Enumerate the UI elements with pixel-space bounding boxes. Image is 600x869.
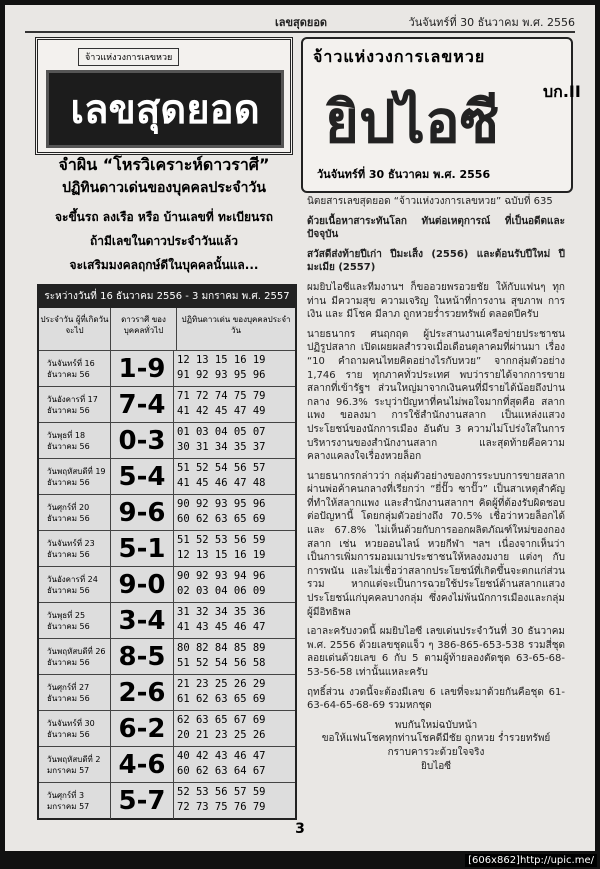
- row-day: วันศุกร์ที่ 27: [47, 683, 90, 692]
- article-closing: กราบคารวะด้วยใจจริง: [387, 746, 485, 758]
- row-numbers: [177, 749, 291, 779]
- row-pair: 9-0: [111, 567, 174, 603]
- numbers-line: 80 82 84 85 89: [177, 642, 266, 654]
- col-header-day: ประจำวัน ผู้ที่เกิดวันจะไป: [39, 308, 111, 350]
- article-para: นิตยสารเลขสุดยอด “จ้าวแห่งวงการเลขหวย” ฉบับที่ 635: [307, 196, 553, 207]
- numbers-line: 51 52 54 56 58: [177, 657, 266, 669]
- numbers-line: 31 32 34 35 36: [177, 606, 266, 618]
- page-header: [25, 13, 575, 33]
- numbers-line: 41 43 45 46 47: [177, 621, 266, 633]
- row-pair: 5-4: [111, 459, 174, 495]
- intro-line: จะเสริมมงคลฤกษ์ดีในบุคคลนั้นแล...: [69, 258, 259, 272]
- row-day: วันอังคารที่ 17: [47, 395, 98, 404]
- column-tagline: จ้าวแห่งวงการเลขหวย: [313, 47, 486, 66]
- table-row: [39, 602, 295, 639]
- row-day: วันอังคารที่ 24: [47, 575, 98, 584]
- row-day: วันจันทร์ที่ 30: [47, 719, 95, 728]
- row-day: วันพฤหัสบดีที่ 19: [47, 467, 106, 476]
- table-row: [39, 638, 295, 675]
- numbers-line: 41 42 45 47 49: [177, 405, 266, 417]
- row-numbers: [177, 641, 291, 671]
- col-header-numbers: ปฏิทินดาวเด่น ของบุคคลประจำวัน: [181, 315, 291, 335]
- column-edition: บก.II: [543, 82, 581, 101]
- table-title: ระหว่างวันที่ 16 ธันวาคม 2556 - 3 มกราคม พ.ศ. 2557: [39, 286, 295, 308]
- numbers-line: 41 45 46 47 48: [177, 477, 266, 489]
- numbers-line: 12 13 15 16 19: [177, 549, 266, 561]
- numbers-line: 51 52 53 56 59: [177, 534, 266, 546]
- article-para: ผมยิบไอซีและทีมงานฯ ก็ขออวยพรอวยชัย ให้กับแฟนๆ ทุกท่าน มีความสุข ความเจริญ ในหน้าที่การงาน สุขภาพ การเงิน และ มีโชค มีลาภ ถูกหวยร่ำรวยทรัพย์ ตลอดปีครับ: [307, 281, 565, 321]
- row-pair: 1-9: [111, 351, 174, 387]
- row-pair: 9-6: [111, 495, 174, 531]
- table-row: [39, 782, 295, 819]
- row-date: [39, 351, 111, 387]
- row-numbers: [177, 677, 291, 707]
- row-pair: 7-4: [111, 387, 174, 423]
- table-row: [39, 458, 295, 495]
- row-date: [39, 747, 111, 783]
- row-day: วันศุกร์ที่ 3: [47, 791, 85, 800]
- row-numbers: [177, 497, 291, 527]
- numbers-line: 20 21 23 25 26: [177, 729, 266, 741]
- intro-line: จะขึ้นรถ ลงเรือ หรือ บ้านเลขที่ ทะเบียนรถ: [55, 210, 273, 224]
- row-month: ธันวาคม 56: [47, 514, 90, 523]
- row-pair: 4-6: [111, 747, 174, 783]
- row-month: ธันวาคม 56: [47, 370, 90, 379]
- row-date: [39, 783, 111, 819]
- row-month: ธันวาคม 56: [47, 442, 90, 451]
- row-numbers: [177, 461, 291, 491]
- row-month: ธันวาคม 56: [47, 658, 90, 667]
- table-row: [39, 530, 295, 567]
- numbers-line: 02 03 04 06 09: [177, 585, 266, 597]
- row-month: ธันวาคม 56: [47, 622, 90, 631]
- row-pair: 2-6: [111, 675, 174, 711]
- row-date: [39, 675, 111, 711]
- table-row: [39, 566, 295, 603]
- row-numbers: [177, 353, 291, 383]
- row-day: วันพุธที่ 25: [47, 611, 86, 620]
- column-date: วันจันทร์ที่ 30 ธันวาคม พ.ศ. 2556: [317, 168, 491, 181]
- table-row: [39, 422, 295, 459]
- table-row: [39, 386, 295, 423]
- row-month: ธันวาคม 56: [47, 730, 90, 739]
- row-numbers: [177, 713, 291, 743]
- row-date: [39, 603, 111, 639]
- left-title-box: [35, 37, 293, 155]
- header-date: วันจันทร์ที่ 30 ธันวาคม พ.ศ. 2556: [408, 16, 575, 29]
- row-date: [39, 459, 111, 495]
- numbers-line: 90 92 93 95 96: [177, 498, 266, 510]
- row-pair: 8-5: [111, 639, 174, 675]
- right-title-box: [301, 37, 581, 193]
- row-date: [39, 711, 111, 747]
- article-para: ฤทธิ์ส่วน งวดนี้จะต้องมีเลข 6 เลขที่จะมาด้วยกันคือชุด 61-63-64-65-68-69 รวมหกชุด: [307, 686, 565, 712]
- numbers-line: 30 31 34 35 37: [177, 441, 266, 453]
- row-month: มกราคม 57: [47, 802, 90, 811]
- article-closing: ขอให้แฟนโชคทุกท่านโชคดีมีชัย ถูกหวย ร่ำรวยทรัพย์: [321, 733, 551, 745]
- row-numbers: [177, 605, 291, 635]
- numbers-line: 21 23 25 26 29: [177, 678, 266, 690]
- row-numbers: [177, 569, 291, 599]
- article-signature: ยิบไอซี: [420, 760, 452, 772]
- row-numbers: [177, 785, 291, 815]
- numbers-line: 60 62 63 65 69: [177, 513, 266, 525]
- table-row: [39, 746, 295, 783]
- row-day: วันจันทร์ที่ 16: [47, 359, 95, 368]
- row-date: [39, 495, 111, 531]
- row-numbers: [177, 533, 291, 563]
- title-tagline: จ้าวแห่งวงการเลขหวย: [78, 48, 179, 66]
- numbers-line: 60 62 63 64 67: [177, 765, 266, 777]
- intro-line: ถ้ามีเลขในดาวประจำวันแล้ว: [90, 234, 238, 248]
- magazine-page: [5, 5, 595, 851]
- col-header-pair: ดาวราศี ของบุคคลทั่วไป: [111, 308, 177, 350]
- row-date: [39, 387, 111, 423]
- numbers-line: 61 62 63 65 69: [177, 693, 266, 705]
- column-logo: ยิปไอซี: [325, 88, 500, 156]
- watermark-stamp: [606x862]http://upic.me/: [465, 854, 597, 867]
- row-date: [39, 531, 111, 567]
- numbers-line: 52 53 56 57 59: [177, 786, 266, 798]
- article-para: สวัสดีส่งท้ายปีเก่า ปีมะเส็ง (2556) และต้อนรับปีใหม่ ปีมะเมีย (2557): [307, 248, 565, 274]
- program-subheading: ปฏิทินดาวเด่นของบุคคลประจำวัน: [62, 180, 266, 196]
- numbers-line: 40 42 43 46 47: [177, 750, 266, 762]
- magazine-name: เลขสุดยอด: [275, 16, 328, 29]
- row-date: [39, 423, 111, 459]
- article-closing: พบกันใหม่ฉบับหน้า: [394, 719, 478, 731]
- horoscope-table: [37, 284, 297, 820]
- row-month: มกราคม 57: [47, 766, 90, 775]
- numbers-line: 51 52 54 56 57: [177, 462, 266, 474]
- row-pair: 3-4: [111, 603, 174, 639]
- table-row: [39, 350, 295, 387]
- numbers-line: 01 03 04 05 07: [177, 426, 266, 438]
- article-para: เอาละครับงวดนี้ ผมยิบไอซี เลขเด่นประจำวันที่ 30 ธันวาคม พ.ศ. 2556 ด้วยเลขชุดแจ็ว ๆ 386-865-653-538 รวมสี่ชุด ลอยเด่นด้วยเลข 6 กับ 5 ตามผู้ท้ายลองตัดชุด 63-65-68-53-56-58 เท่านั้นแหละครับ: [307, 626, 565, 678]
- row-day: วันจันทร์ที่ 23: [47, 539, 95, 548]
- article-para: ด้วยเนื้อหาสาระทันโลก ทันต่อเหตุการณ์ ที่เป็นอดีตและปัจจุบัน: [307, 215, 565, 241]
- row-day: วันพฤหัสบดีที่ 26: [47, 647, 106, 656]
- numbers-line: 90 92 93 94 96: [177, 570, 266, 582]
- row-date: [39, 639, 111, 675]
- program-heading: จำผิน “โหรวิเคราะห์ดาวราศี”: [58, 155, 270, 174]
- numbers-line: 12 13 15 16 19: [177, 354, 266, 366]
- row-day: วันศุกร์ที่ 20: [47, 503, 90, 512]
- numbers-line: 91 92 93 95 96: [177, 369, 266, 381]
- row-month: ธันวาคม 56: [47, 478, 90, 487]
- row-date: [39, 567, 111, 603]
- row-day: วันพุธที่ 18: [47, 431, 86, 440]
- title-logo: เลขสุดยอด: [46, 70, 284, 148]
- program-intro: [35, 205, 293, 277]
- row-numbers: [177, 425, 291, 455]
- row-month: ธันวาคม 56: [47, 406, 90, 415]
- table-row: [39, 710, 295, 747]
- row-month: ธันวาคม 56: [47, 586, 90, 595]
- row-day: วันพฤหัสบดีที่ 2: [47, 755, 101, 764]
- row-month: ธันวาคม 56: [47, 694, 90, 703]
- page-number: 3: [295, 821, 305, 837]
- row-numbers: [177, 389, 291, 419]
- table-row: [39, 494, 295, 531]
- table-row: [39, 674, 295, 711]
- numbers-line: 72 73 75 76 79: [177, 801, 266, 813]
- numbers-line: 62 63 65 67 69: [177, 714, 266, 726]
- row-month: ธันวาคม 56: [47, 550, 90, 559]
- column-article: [307, 195, 565, 773]
- article-para: นายธนากร ศนฤกฤต ผู้ประสานงานเครือข่ายประชาชนปฏิรูปสลาก เปิดเผยผลสำรวจเมื่อเดือนตุลาคมที่ผ่านมา เรื่อง “10 คำถามคนไทยคิดอย่างไรกับหวย” จากกลุ่มตัวอย่าง 1,746 ราย ทุกภาคทั่วประเทศ พบว่ารายได้จากการขายสลากที่เข้ารัฐฯ ส่วนใหญ่มาจากเงินคนที่มีรายได้น้อยถึงปานกลาง 96.3% ระบุว่าปัญหาที่คนไม่พอใจมากที่สุดคือ สลากแพง ขอลงมา การใช้สำนักงานสลาก เป็นแหล่งแสวงประโยชน์ของนักการเมือง อันดับ 3 ความไม่โปร่งใสในการบริหารงานของสำนักงานสลาก และสุดท้ายคือความคลางแคลงใจเรื่องหวยล็อก: [307, 328, 565, 463]
- numbers-line: 71 72 74 75 79: [177, 390, 266, 402]
- row-pair: 0-3: [111, 423, 174, 459]
- row-pair: 5-7: [111, 783, 174, 819]
- row-pair: 5-1: [111, 531, 174, 567]
- row-pair: 6-2: [111, 711, 174, 747]
- article-para: นายธนากรกล่าวว่า กลุ่มตัวอย่างของการระบบการขายสลากผ่านพ่อค้าคนกลางที่เรียกว่า “ยี่ปั๊ว ซาปั๊ว” เป็นสาเหตุสำคัญที่ทำให้สลากแพง และสำนักงานสลากฯ คิดผู้ที่ต้องรับผิดชอบต่อปัญหานี้ โดยกลุ่มตัวอย่างถึง 70.5% เชื่อว่าหวยล็อกได้ และ 67.8% ไม่เห็นด้วยกับการออกผลิตภัณฑ์ใหม่ของกองสลาก เช่น หวยออนไลน์ หวยกีฬา ฯลฯ เนื่องจากเห็นว่าเป็นการเพิ่มการมอมเมาประชาชนให้หลงงมงาย แต่งๆ กับการพนัน และไม่เชื่อว่าสลากประโยชน์ที่เกิดขึ้นจะตกแก่ส่วนรวม หากแต่จะเป็นการฉวยใช้ประโยชน์ด้านสลากแสวงประโยชน์แก่บุคคลบางกลุ่ม ซึ่งคงไม่พ้นนักการเมืองและกลุ่มผู้มีอิทธิพล: [307, 470, 565, 618]
